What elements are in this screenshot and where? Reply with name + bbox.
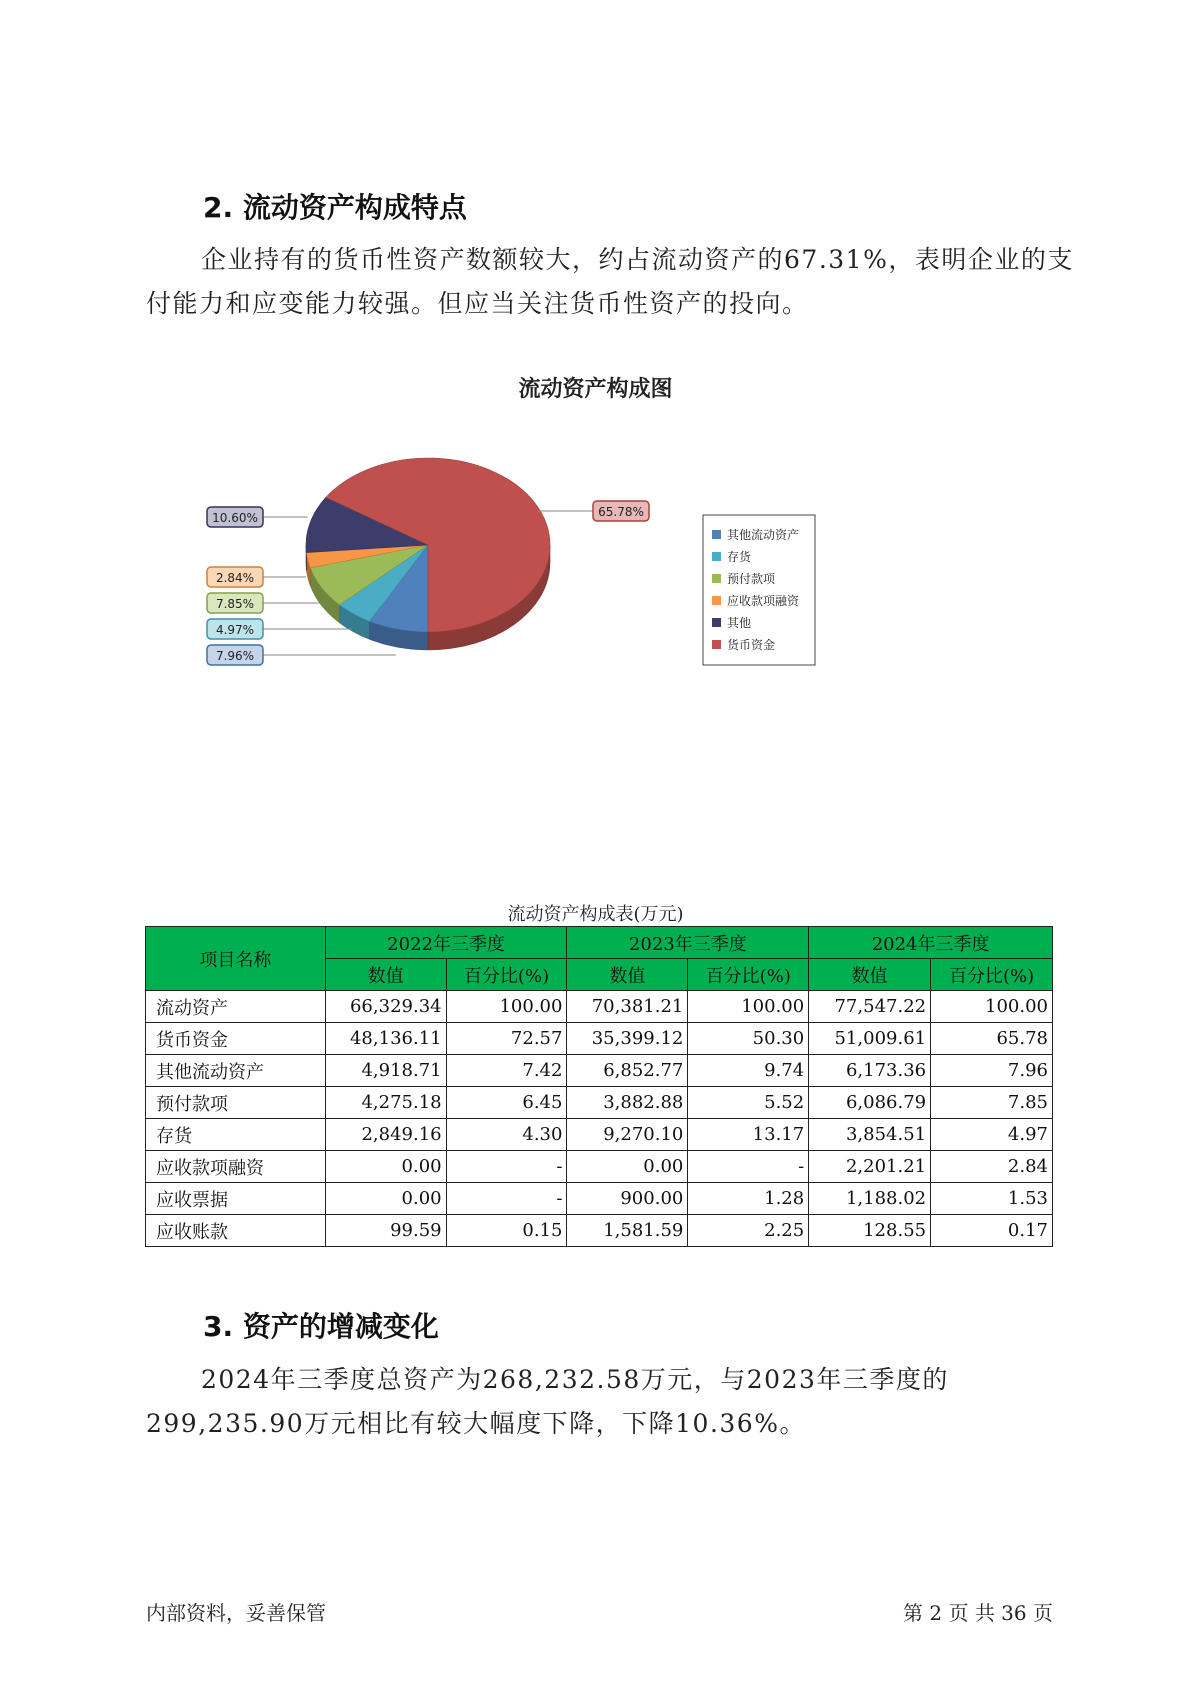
pie-data-label	[593, 501, 649, 521]
value-cell: 6,173.36	[809, 1055, 931, 1087]
value-cell: 4,918.71	[325, 1055, 446, 1087]
value-cell: 128.55	[809, 1215, 931, 1247]
percent-cell: 9.74	[688, 1055, 809, 1087]
value-cell: 35,399.12	[567, 1023, 688, 1055]
percent-cell: 100.00	[446, 991, 567, 1023]
value-cell: 66,329.34	[325, 991, 446, 1023]
table-row	[146, 1023, 1053, 1055]
percent-cell: 4.97	[931, 1119, 1053, 1151]
percent-cell: 7.42	[446, 1055, 567, 1087]
svg-text:4.97%: 4.97%	[215, 623, 255, 637]
footer-page-number: 第 2 页 共 36 页	[903, 1601, 1053, 1625]
value-cell: 1,188.02	[809, 1183, 931, 1215]
pie-data-label	[207, 619, 263, 639]
percent-cell: 5.52	[688, 1087, 809, 1119]
value-cell: 0.00	[567, 1151, 688, 1183]
table-subheader-value: 数值	[809, 959, 931, 991]
percent-cell: 100.00	[688, 991, 809, 1023]
percent-cell: 2.25	[688, 1215, 809, 1247]
table-header-period: 2023年三季度	[567, 927, 809, 959]
percent-cell: 6.45	[446, 1087, 567, 1119]
legend-label: 存货	[727, 550, 752, 564]
legend-label: 货币资金	[727, 638, 776, 652]
legend-swatch	[712, 618, 721, 627]
percent-cell: 13.17	[688, 1119, 809, 1151]
assets-table	[145, 926, 1053, 1247]
row-label: 应收票据	[146, 1183, 326, 1215]
section3-heading: 3. 资产的增减变化	[203, 1310, 439, 1343]
pie-data-label	[207, 593, 263, 613]
value-cell: 77,547.22	[809, 991, 931, 1023]
legend-swatch	[712, 530, 721, 539]
svg-text:65.78%: 65.78%	[598, 505, 644, 519]
table-subheader-percent: 百分比(%)	[931, 959, 1053, 991]
percent-cell: 1.53	[931, 1183, 1053, 1215]
value-cell: 48,136.11	[325, 1023, 446, 1055]
value-cell: 0.00	[325, 1151, 446, 1183]
value-cell: 70,381.21	[567, 991, 688, 1023]
table-row	[146, 1215, 1053, 1247]
percent-cell: -	[688, 1151, 809, 1183]
table-subheader-value: 数值	[567, 959, 688, 991]
percent-cell: 65.78	[931, 1023, 1053, 1055]
table-subheader-percent: 百分比(%)	[446, 959, 567, 991]
percent-cell: -	[446, 1151, 567, 1183]
svg-text:2.84%: 2.84%	[215, 571, 255, 585]
value-cell: 2,201.21	[809, 1151, 931, 1183]
legend-swatch	[712, 552, 721, 561]
row-label: 预付款项	[146, 1087, 326, 1119]
percent-cell: 72.57	[446, 1023, 567, 1055]
svg-text:10.60%: 10.60%	[212, 511, 258, 525]
table-subheader-percent: 百分比(%)	[688, 959, 809, 991]
legend-label: 应收款项融资	[727, 594, 800, 608]
value-cell: 2,849.16	[325, 1119, 446, 1151]
row-label: 其他流动资产	[146, 1055, 326, 1087]
table-row	[146, 1055, 1053, 1087]
section3-paragraph: 2024年三季度总资产为268,232.58万元，与2023年三季度的299,235.90万元相比有较大幅度下降，下降10.36%。	[146, 1365, 949, 1438]
percent-cell: 4.30	[446, 1119, 567, 1151]
table-header-period: 2022年三季度	[325, 927, 567, 959]
table-row	[146, 1087, 1053, 1119]
legend-swatch	[712, 640, 721, 649]
legend-swatch	[712, 574, 721, 583]
value-cell: 900.00	[567, 1183, 688, 1215]
legend-swatch	[712, 596, 721, 605]
percent-cell: 0.17	[931, 1215, 1053, 1247]
legend-label: 预付款项	[727, 572, 776, 586]
value-cell: 99.59	[325, 1215, 446, 1247]
table-header-period: 2024年三季度	[809, 927, 1053, 959]
value-cell: 3,882.88	[567, 1087, 688, 1119]
pie-chart	[0, 0, 1191, 700]
value-cell: 9,270.10	[567, 1119, 688, 1151]
value-cell: 4,275.18	[325, 1087, 446, 1119]
svg-text:7.96%: 7.96%	[215, 649, 255, 663]
percent-cell: 100.00	[931, 991, 1053, 1023]
table-header-item: 项目名称	[146, 927, 326, 991]
legend-label: 其他	[727, 616, 752, 630]
pie-data-label	[207, 507, 263, 527]
percent-cell: 7.96	[931, 1055, 1053, 1087]
chart-title: 流动资产构成图	[518, 377, 673, 402]
value-cell: 3,854.51	[809, 1119, 931, 1151]
value-cell: 0.00	[325, 1183, 446, 1215]
table-row	[146, 1183, 1053, 1215]
percent-cell: 7.85	[931, 1087, 1053, 1119]
value-cell: 6,852.77	[567, 1055, 688, 1087]
section2-paragraph: 企业持有的货币性资产数额较大，约占流动资产的67.31%，表明企业的支付能力和应变能力较强。但应当关注货币性资产的投向。	[146, 245, 1074, 318]
table-row	[146, 991, 1053, 1023]
value-cell: 51,009.61	[809, 1023, 931, 1055]
chart-legend	[703, 515, 815, 665]
value-cell: 1,581.59	[567, 1215, 688, 1247]
percent-cell: 50.30	[688, 1023, 809, 1055]
table-row	[146, 1151, 1053, 1183]
pie-data-label	[207, 567, 263, 587]
row-label: 存货	[146, 1119, 326, 1151]
value-cell: 6,086.79	[809, 1087, 931, 1119]
section2-heading: 2. 流动资产构成特点	[203, 191, 467, 224]
table-caption: 流动资产构成表(万元)	[507, 904, 684, 925]
row-label: 流动资产	[146, 991, 326, 1023]
pie-data-label	[207, 645, 263, 665]
row-label: 应收账款	[146, 1215, 326, 1247]
legend-label: 其他流动资产	[727, 528, 800, 542]
svg-text:7.85%: 7.85%	[215, 597, 255, 611]
percent-cell: 0.15	[446, 1215, 567, 1247]
table-subheader-value: 数值	[325, 959, 446, 991]
percent-cell: -	[446, 1183, 567, 1215]
row-label: 货币资金	[146, 1023, 326, 1055]
row-label: 应收款项融资	[146, 1151, 326, 1183]
percent-cell: 2.84	[931, 1151, 1053, 1183]
table-row	[146, 1119, 1053, 1151]
percent-cell: 1.28	[688, 1183, 809, 1215]
footer-confidential: 内部资料，妥善保管	[146, 1601, 326, 1625]
